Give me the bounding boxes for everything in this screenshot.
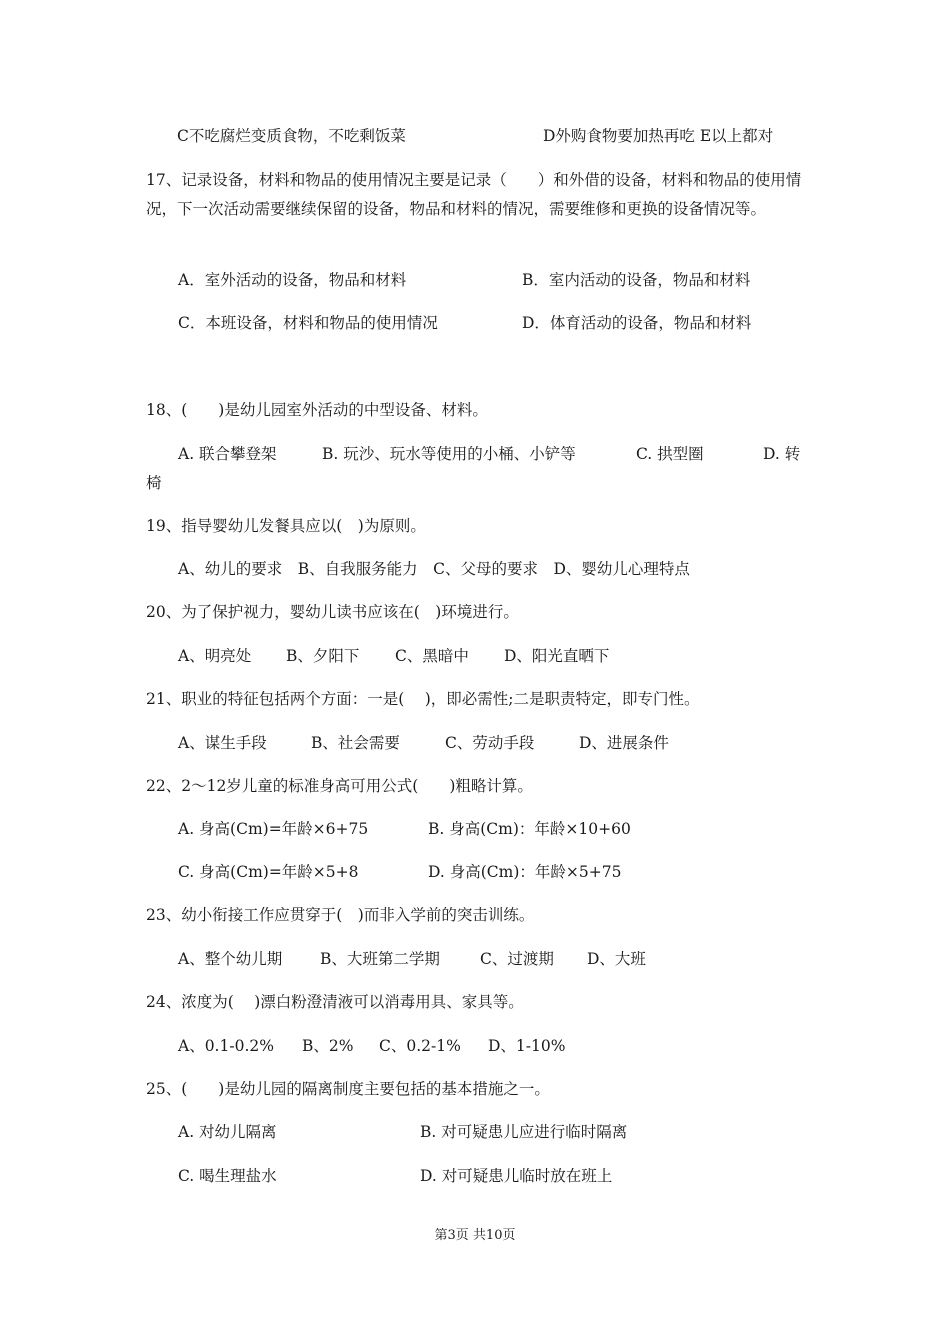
q17-option-c: C．本班设备，材料和物品的使用情况 xyxy=(178,314,438,332)
q20-option-a: A、明亮处 xyxy=(178,647,252,665)
q25-stem: 25、( )是幼儿园的隔离制度主要包括的基本措施之一。 xyxy=(146,1080,550,1098)
q16-option-de: D外购食物要加热再吃 E以上都对 xyxy=(543,127,774,145)
q21-stem: 21、职业的特征包括两个方面：一是( )，即必需性;二是职责特定，即专门性。 xyxy=(146,690,700,708)
q22-option-b: B. 身高(Cm)：年龄×10+60 xyxy=(428,820,631,838)
q18-option-d: D. 转 xyxy=(763,445,801,463)
q23-option-a: A、整个幼儿期 xyxy=(178,950,283,968)
q25-option-a: A. 对幼儿隔离 xyxy=(178,1123,277,1141)
q20-option-b: B、夕阳下 xyxy=(286,647,360,665)
q25-option-b: B. 对可疑患儿应进行临时隔离 xyxy=(420,1123,628,1141)
q23-option-d: D、大班 xyxy=(587,950,646,968)
q24-option-c: C、0.2-1% xyxy=(379,1037,461,1055)
q21-option-b: B、社会需要 xyxy=(311,734,400,752)
q21-option-c: C、劳动手段 xyxy=(445,734,535,752)
q19-options: A、幼儿的要求 B、自我服务能力 C、父母的要求 D、婴幼儿心理特点 xyxy=(178,560,690,578)
q19-stem: 19、指导婴幼儿发餐具应以( )为原则。 xyxy=(146,517,426,535)
q22-option-d: D. 身高(Cm)：年龄×5+75 xyxy=(428,863,622,881)
q18-option-a: A. 联合攀登架 xyxy=(178,445,277,463)
q21-option-d: D、进展条件 xyxy=(579,734,669,752)
q24-option-a: A、0.1-0.2% xyxy=(178,1037,274,1055)
page-footer: 第3页 共10页 xyxy=(434,1228,516,1243)
q17-stem: 17、记录设备，材料和物品的使用情况主要是记录（ ）和外借的设备，材料和物品的使用情况，下一次活动需要继续保留的设备，物品和材料的情况，需要维修和更换的设备情况等。 xyxy=(146,171,802,218)
q17-option-d: D．体育活动的设备，物品和材料 xyxy=(522,314,752,332)
q16-option-c: C不吃腐烂变质食物，不吃剩饭菜 xyxy=(177,127,406,145)
q22-option-c: C. 身高(Cm)=年龄×5+8 xyxy=(178,863,359,881)
q25-option-c: C. 喝生理盐水 xyxy=(178,1167,277,1185)
q24-stem: 24、浓度为( )漂白粉澄清液可以消毒用具、家具等。 xyxy=(146,993,524,1011)
q18-option-d-wrap: 椅 xyxy=(146,474,162,492)
q20-option-c: C、黑暗中 xyxy=(395,647,469,665)
q20-option-d: D、阳光直晒下 xyxy=(504,647,610,665)
q24-option-b: B、2% xyxy=(302,1037,354,1055)
q20-stem: 20、为了保护视力，婴幼儿读书应该在( )环境进行。 xyxy=(146,603,519,621)
q22-option-a: A. 身高(Cm)=年龄×6+75 xyxy=(178,820,369,838)
q24-option-d: D、1-10% xyxy=(488,1037,566,1055)
q25-option-d: D. 对可疑患儿临时放在班上 xyxy=(420,1167,613,1185)
q23-option-c: C、过渡期 xyxy=(480,950,554,968)
q21-option-a: A、谋生手段 xyxy=(178,734,267,752)
q18-stem: 18、( )是幼儿园室外活动的中型设备、材料。 xyxy=(146,401,488,419)
q23-option-b: B、大班第二学期 xyxy=(320,950,440,968)
q22-stem: 22、2～12岁儿童的标准身高可用公式( )粗略计算。 xyxy=(146,777,533,795)
q17-option-b: B．室内活动的设备，物品和材料 xyxy=(522,271,751,289)
q18-option-b: B. 玩沙、玩水等使用的小桶、小铲等 xyxy=(322,445,576,463)
q23-stem: 23、幼小衔接工作应贯穿于( )而非入学前的突击训练。 xyxy=(146,906,535,924)
q18-option-c: C. 拱型圈 xyxy=(636,445,704,463)
q17-option-a: A．室外活动的设备，物品和材料 xyxy=(178,271,407,289)
